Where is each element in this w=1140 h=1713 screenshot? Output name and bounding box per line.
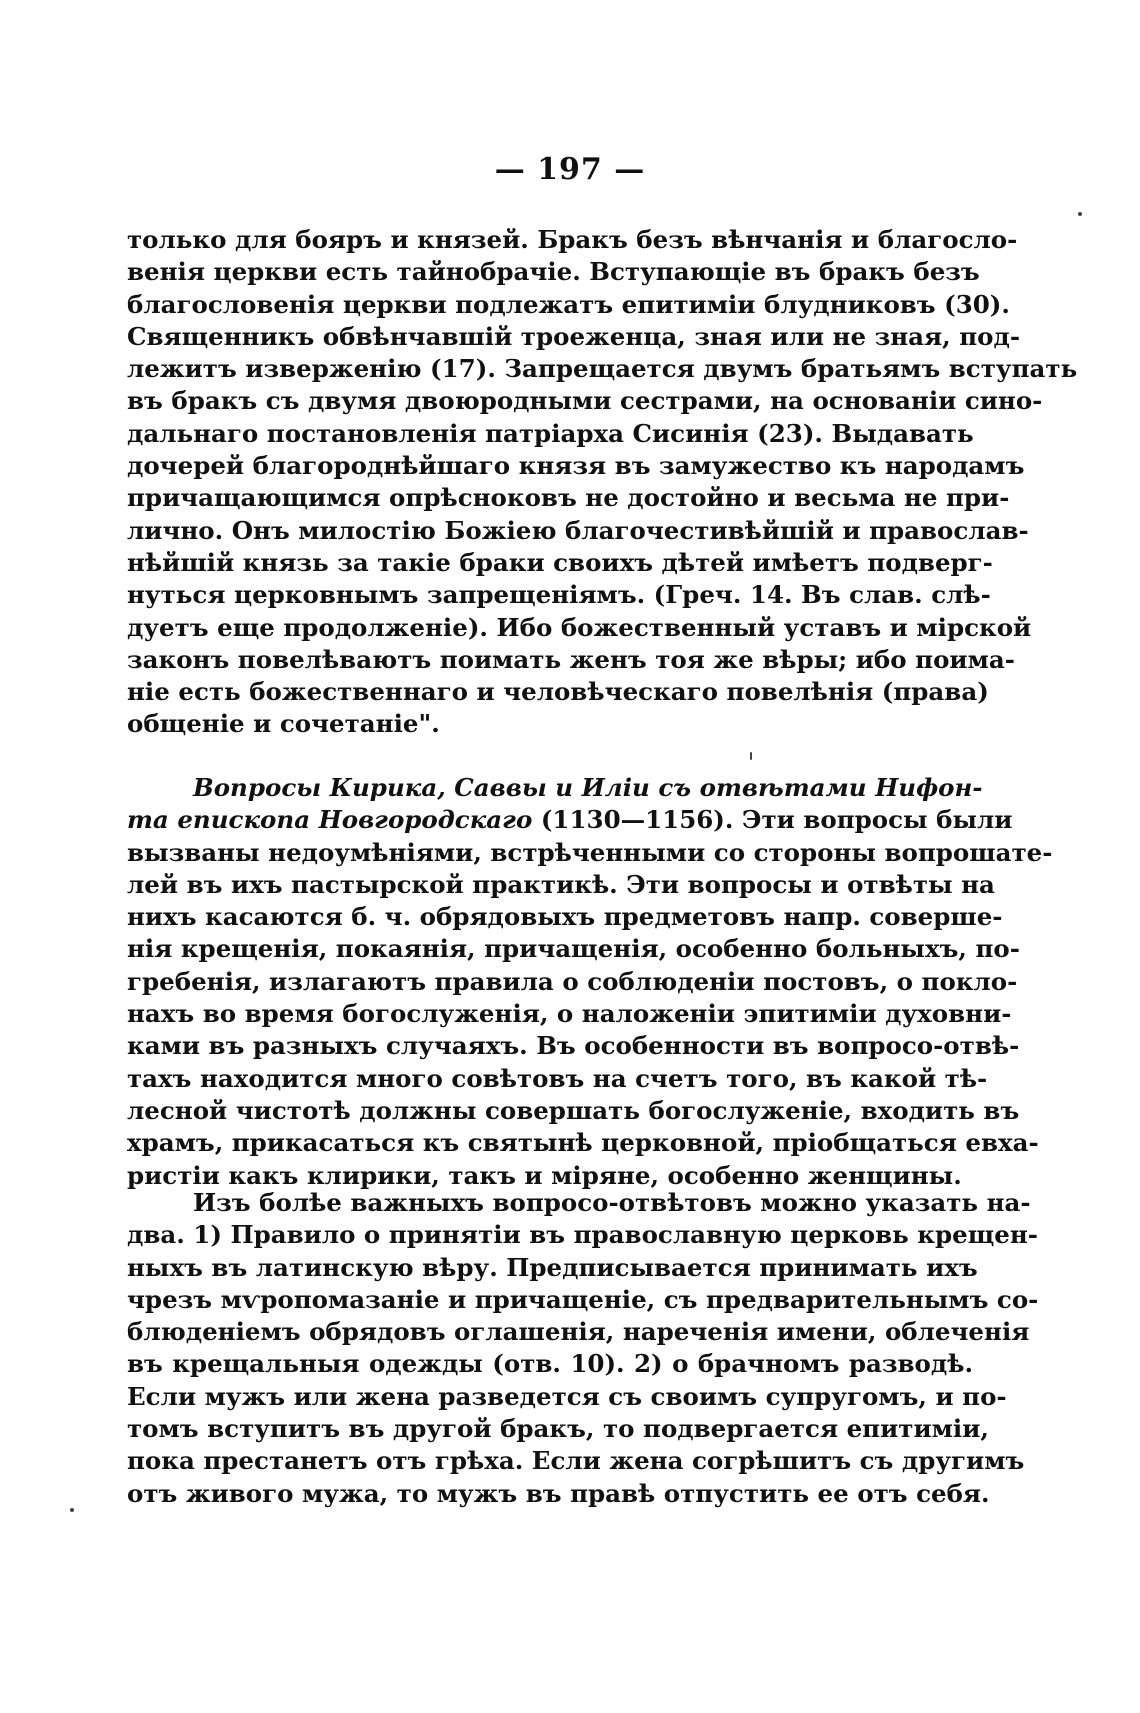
paragraph-line: нахъ во время богослуженія, о наложеніи эпитиміи духовни- [127,999,1012,1029]
paragraph-line: храмъ, прикасаться къ святынѣ церковной, пріобщаться евха- [127,1128,1039,1158]
paragraph-line: нуться церковнымъ запрещеніямъ. (Греч. 14. Въ слав. слѣ- [127,580,991,610]
paragraph-line: въ крещальныя одежды (отв. 10). 2) о брачномъ разводѣ. [127,1349,973,1379]
paragraph-heading-line: Вопросы Кирика, Саввы и Иліи съ отвѣтами Нифон- [193,773,983,802]
scan-speck [750,752,752,760]
paragraph-line: причащающимся опрѣсноковъ не достойно и весьма не при- [127,483,1010,513]
paragraph-line: ныхъ въ латинскую вѣру. Предписывается принимать ихъ [127,1252,978,1282]
paragraph-2 [127,772,1053,1192]
paragraph-line: нихъ касаются б. ч. обрядовыхъ предметовъ напр. соверше- [127,902,1003,932]
paragraph-line: ками въ разныхъ случаяхъ. Въ особенности въ вопросо-отвѣ- [127,1031,1020,1061]
paragraph-line: нія крещенія, покаянія, причащенія, особенно больныхъ, по- [127,934,1020,964]
paragraph-line: вызваны недоумѣніями, встрѣченными со стороны вопрошате- [127,837,1053,867]
paragraph-line: только для бояръ и князей. Бракъ безъ вѣнчанія и благосло- [127,225,1018,254]
paragraph-line: гребенія, излагаютъ правила о соблюденіи постовъ, о покло- [127,966,1018,996]
paragraph-line: пока престанетъ отъ грѣха. Если жена согрѣшитъ съ другимъ [127,1446,1025,1476]
paragraph-line: блюденіемъ обрядовъ оглашенія, нареченія имени, облеченія [127,1317,1030,1347]
paragraph-line: чрезъ мѵропомазаніе и причащеніе, съ предварительнымъ со- [127,1284,1039,1314]
paragraph-line: дуетъ еще продолженіе). Ибо божественный уставъ и мірской [127,612,1032,642]
paragraph-line: въ бракъ съ двумя двоюродными сестрами, на основаніи сино- [127,386,1043,416]
paragraph-line: дочерей благороднѣйшаго князя въ замужество къ народамъ [127,451,1025,481]
paragraph-line: ристіи какъ клирики, такъ и міряне, особенно женщины. [127,1160,962,1190]
paragraph-line: лежитъ изверженію (17). Запрещается двумъ братьямъ вступать [127,354,1078,384]
source-dates: (1130—1156). Эти вопросы были [532,805,1013,835]
paragraph-line: ніе есть божественнаго и человѣческаго повелѣнія (права) [127,677,989,707]
paragraph-line: Изъ болѣе важныхъ вопросо-отвѣтовъ можно указать на- [193,1188,1031,1217]
paragraph-line: Если мужъ или жена разведется съ своимъ супругомъ, и по- [127,1381,1007,1411]
paragraph-line: лично. Онъ милостію Божіею благочестивѣйшій и православ- [127,515,1029,545]
paragraph-line: нѣйшій князь за такіе браки своихъ дѣтей имѣетъ подверг- [127,547,993,577]
paragraph-line: лей въ ихъ пастырской практикѣ. Эти вопросы и отвѣты на [127,869,995,899]
paragraph-line: Священникъ обвѣнчавшій троеженца, зная или не зная, под- [127,321,1020,351]
paragraph-line: благословенія церкви подлежатъ епитиміи блудниковъ (30). [127,289,1010,319]
scan-speck [70,1508,74,1512]
paragraph-line: лесной чистотѣ должны совершать богослуженіе, входить въ [127,1095,1020,1125]
source-title: та епископа Новгородскаго [127,805,533,835]
paragraph-line: венія церкви есть тайнобрачіе. Вступающіе въ бракъ безъ [127,257,980,287]
paragraph-line: два. 1) Правило о принятіи въ православную церковь крещен- [127,1220,1038,1250]
scan-speck [1078,212,1082,216]
paragraph-line: отъ живого мужа, то мужъ въ правѣ отпустить ее отъ себя. [127,1478,990,1508]
paragraph-line: дальнаго постановленія патріарха Сисинія (23). Выдавать [127,418,974,448]
paragraph-1 [127,224,1078,741]
paragraph-line: тахъ находится много совѣтовъ на счетъ того, въ какой тѣ- [127,1063,988,1093]
paragraph-3 [127,1187,1039,1510]
paragraph-line: томъ вступитъ въ другой бракъ, то подвергается епитиміи, [127,1414,989,1444]
page-number: — 197 — [494,152,646,187]
paragraph-line: общеніе и сочетаніе". [127,709,440,739]
paragraph-heading-line [127,804,1013,836]
paragraph-line: законъ повелѣваютъ поимать женъ тоя же вѣры; ибо поима- [127,644,1015,674]
